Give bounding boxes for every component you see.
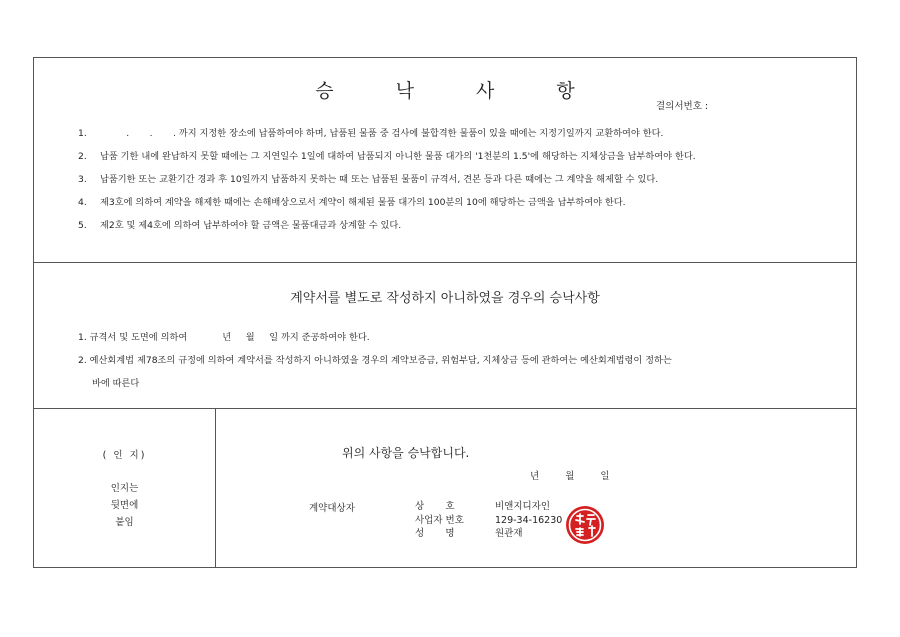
revenue-stamp-label: ( 인 지) [102, 450, 147, 461]
terms-item: 5. 제2호 및 제4호에 의하여 납부하여야 할 금액은 물품대금과 상계할 수 있다. [78, 220, 402, 231]
terms-item-continuation: 바에 따른다 [92, 378, 140, 389]
approval-terms-section [34, 58, 856, 263]
terms-item: 4. 제3호에 의하여 계약을 해제한 때에는 손해배상으로서 계약이 해제된 물품 대가의 100분의 10에 해당하는 금액을 납부하여야 한다. [78, 197, 626, 208]
no-contract-terms-section [34, 262, 856, 409]
section-title: 계약서를 별도로 작성하지 아니하였을 경우의 승낙사항 [290, 291, 600, 306]
revenue-stamp-note: 인지는 뒷면에 붙임 [110, 483, 139, 528]
approval-document [33, 57, 857, 568]
signature-section [34, 408, 856, 568]
company-name-row: 상 호 비앤지디자인 [415, 501, 551, 512]
contractor-info [415, 500, 562, 541]
company-seal-icon [564, 504, 606, 546]
business-number-row: 사업자 번호 129-34-16230 [415, 514, 563, 526]
no-contract-terms-list [78, 326, 672, 395]
date-line: 년 월 일 [530, 471, 610, 482]
resolution-number-label: 결의서번호 : [656, 101, 709, 112]
terms-item: 2. 납품 기한 내에 완납하지 못할 때에는 그 지연일수 1일에 대하여 납품되지 아니한 물품 대가의 '1천분의 1.5'에 해당하는 지체상금을 납부하여야 한다. [78, 151, 696, 162]
document-title: 승 낙 사 항 [315, 80, 603, 102]
terms-item: 3. 납품기한 또는 교환기간 경과 후 10일까지 납품하지 못하는 때 또는 납품된 물품이 규격서, 견본 등과 다른 때에는 그 계약을 해제할 수 있다. [78, 174, 659, 185]
terms-item: 1. 규격서 및 도면에 의하여 년 월 일 까지 준공하여야 한다. [78, 332, 370, 343]
terms-item: 1. . . . 까지 지정한 장소에 납품하여야 하며, 납품된 물품 중 검사에 불합격한 물품이 있을 때에는 지정기일까지 교환하여야 한다. [78, 128, 664, 139]
contractor-label: 계약대상자 [309, 503, 355, 514]
terms-item: 2. 예산회계법 제78조의 규정에 의하여 계약서를 작성하지 아니하였을 경우의 계약보증금, 위험부담, 지체상금 등에 관하여는 예산회계법령이 정하는 [78, 355, 672, 366]
terms-list [78, 127, 696, 242]
representative-name-row: 성 명 원관재 [415, 528, 523, 539]
revenue-stamp-cell [34, 408, 216, 568]
acceptance-statement: 위의 사항을 승낙합니다. [342, 446, 470, 460]
